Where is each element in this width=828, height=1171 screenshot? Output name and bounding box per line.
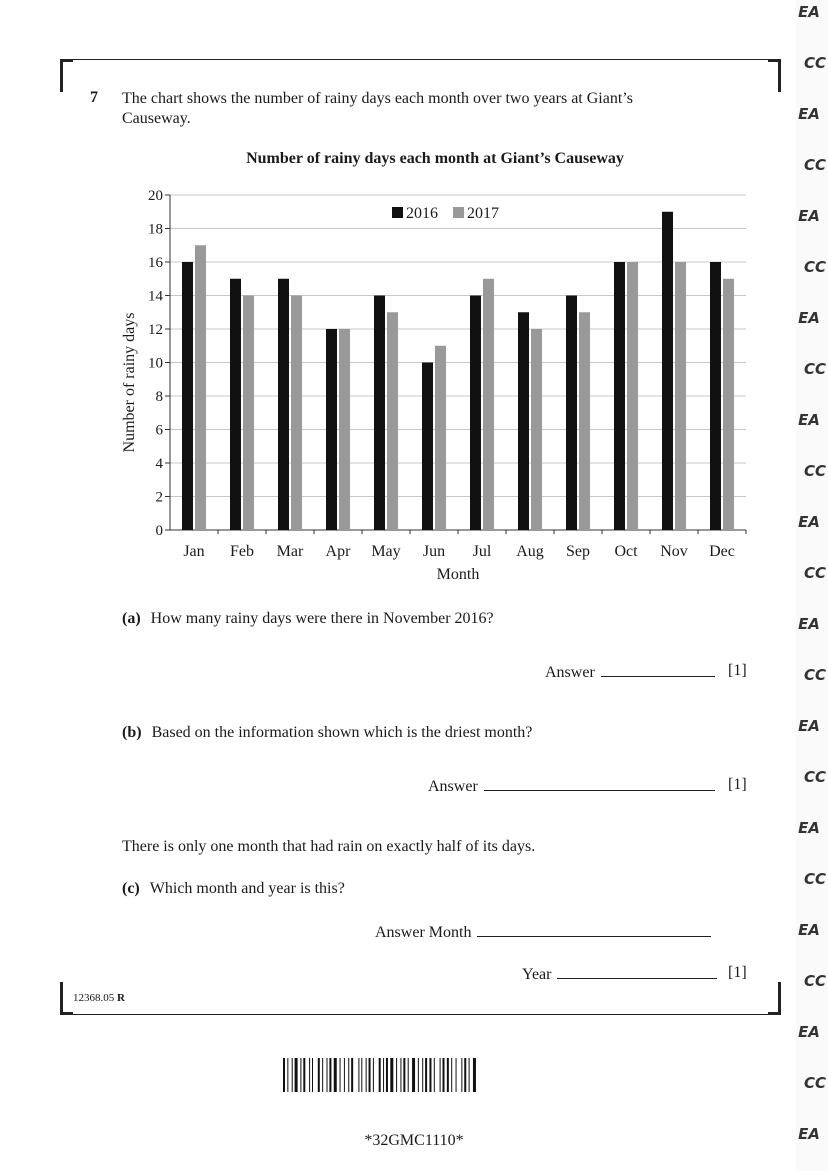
answer-c-month-line[interactable] [477,922,711,937]
ccea-logo-icon: EA [798,819,820,837]
frame-corner-bottom-left [60,982,73,1015]
answer-c-year-line[interactable] [557,964,717,979]
part-a-label: (a) [122,610,141,627]
bar-2016-jun [422,363,433,531]
barcode-bar [412,1058,415,1092]
y-tick-label: 12 [148,322,163,338]
barcode-bar [309,1058,310,1092]
barcode-bar [456,1058,457,1092]
part-a [122,610,494,628]
barcode-bar [283,1058,285,1092]
barcode-text: *32GMC1110* [364,1132,464,1149]
bar-2017-feb [243,296,254,531]
ccea-logo-icon: EA [798,513,820,531]
ccea-logo-icon: CC [803,564,827,582]
bar-2016-mar [278,279,289,530]
side-logo-strip [796,0,828,1171]
barcode-bar [348,1058,349,1092]
answer-a[interactable] [545,662,715,682]
barcode [283,1058,547,1092]
barcode-bar [318,1058,320,1092]
x-tick-label: Nov [660,543,688,560]
answer-a-label: Answer [545,664,595,681]
ccea-logo-icon: CC [803,360,827,378]
ccea-logo-icon: EA [798,207,820,225]
barcode-bar [322,1058,323,1092]
x-tick-label: Jun [422,543,446,560]
y-tick-label: 0 [155,523,163,539]
part-c-mark: [1] [728,964,747,981]
paper-code: 12368.05 R [73,992,125,1004]
legend-label-2016: 2016 [406,205,438,222]
bar-2017-dec [723,279,734,530]
barcode-bar [334,1058,337,1092]
barcode-bar [451,1058,452,1092]
part-b-label: (b) [122,724,142,741]
ccea-logo-icon: CC [803,156,827,174]
bar-2017-oct [627,262,638,530]
ccea-logo-icon: EA [798,717,820,735]
x-tick-label: Sep [566,543,590,560]
ccea-logo-icon: CC [803,258,827,276]
barcode-bar [386,1058,388,1092]
x-tick-label: Oct [614,543,638,560]
bar-2017-aug [531,329,542,530]
barcode-bar [340,1058,341,1092]
barcode-bar [418,1058,419,1092]
y-tick-label: 18 [148,221,163,238]
y-axis-label: Number of rainy days [121,312,138,453]
barcode-bar [287,1058,288,1092]
ccea-logo-icon: EA [798,105,820,123]
answer-a-line[interactable] [601,662,715,677]
bar-2016-jan [182,262,193,530]
part-b [122,724,532,742]
part-b-text: Based on the information shown which is the driest month? [151,724,533,741]
ccea-logo-icon: EA [798,309,820,327]
bar-2016-feb [230,279,241,530]
barcode-bar [434,1058,435,1092]
barcode-bar [344,1058,345,1092]
part-c [122,880,345,898]
part-c-intro: There is only one month that had rain on exactly half of its days. [122,838,536,855]
bar-2016-nov [662,212,673,530]
y-tick-label: 20 [148,188,163,204]
ccea-logo-icon: CC [803,870,827,888]
barcode-bar [403,1058,405,1092]
barcode-bar [443,1058,445,1092]
bar-2016-apr [326,329,337,530]
bar-chart [0,0,790,600]
legend-swatch-2017 [453,207,464,218]
y-tick-label: 2 [155,489,163,506]
bar-2017-jul [483,279,494,530]
barcode-bar [303,1058,305,1092]
ccea-logo-icon: CC [803,666,827,684]
x-tick-label: Dec [709,543,735,560]
answer-c-year-label: Year [522,966,552,983]
bar-2017-nov [675,262,686,530]
x-tick-label: Jul [472,543,492,560]
answer-c-month[interactable] [375,922,711,942]
barcode-bar [422,1058,423,1092]
ccea-logo-icon: EA [798,1023,820,1041]
y-tick-label: 8 [155,389,163,405]
x-tick-label: Jan [183,543,205,560]
x-tick-label: Aug [516,543,544,560]
bar-2017-jan [195,245,206,530]
barcode-bar [379,1058,381,1092]
barcode-bar [373,1058,374,1092]
ccea-logo-icon: CC [803,768,827,786]
part-a-text: How many rainy days were there in November 2016? [150,610,494,627]
x-axis-label: Month [436,566,480,583]
part-c-text: Which month and year is this? [149,880,345,897]
ccea-logo-icon: CC [803,54,827,72]
barcode-bar [329,1058,331,1092]
barcode-bar [300,1058,301,1092]
ccea-logo-icon: CC [803,462,827,480]
bar-2016-dec [710,262,721,530]
part-c-label: (c) [122,880,140,897]
barcode-bar [425,1058,427,1092]
part-a-mark: [1] [728,662,747,679]
ccea-logo-icon: EA [798,3,820,21]
answer-b-label: Answer [428,778,478,795]
barcode-bar [312,1058,313,1092]
bar-2016-sep [566,296,577,531]
question-intro: The chart shows the number of rainy days each month over two years at Giant’s Causeway. [122,90,633,127]
barcode-bar [369,1058,371,1092]
answer-c-year[interactable] [522,964,717,984]
x-tick-label: May [371,543,401,560]
y-tick-label: 4 [155,456,163,472]
ccea-logo-icon: EA [798,411,820,429]
barcode-bar [400,1058,401,1092]
legend-swatch-2016 [392,207,403,218]
x-tick-label: Mar [276,543,304,560]
barcode-bar [408,1058,409,1092]
answer-b[interactable] [428,776,715,796]
barcode-bar [351,1058,353,1092]
barcode-bar [440,1058,441,1092]
bar-2017-jun [435,346,446,530]
bar-2016-jul [470,296,481,531]
barcode-bar [464,1058,466,1092]
part-b-mark: [1] [728,776,747,793]
legend-label-2017: 2017 [467,205,499,222]
barcode-bar [429,1058,431,1092]
barcode-bar [327,1058,328,1092]
x-tick-label: Apr [325,543,351,560]
x-tick-label: Feb [230,543,254,560]
bar-2016-aug [518,312,529,530]
ccea-logo-icon: CC [803,972,827,990]
answer-b-line[interactable] [484,776,715,791]
y-tick-label: 16 [148,255,163,271]
ccea-logo-icon: EA [798,1125,820,1143]
ccea-logo-icon: EA [798,921,820,939]
barcode-bar [396,1058,397,1092]
bar-2016-oct [614,262,625,530]
barcode-bar [390,1058,393,1092]
barcode-bar [447,1058,449,1092]
barcode-bar [473,1058,476,1092]
barcode-bar [358,1058,359,1092]
y-tick-label: 14 [148,288,163,305]
answer-c-month-label: Answer Month [375,924,472,941]
frame-corner-bottom-right [768,982,781,1015]
y-tick-label: 6 [155,422,163,439]
barcode-bar [461,1058,462,1092]
barcode-bar [295,1058,298,1092]
chart-title: Number of rainy days each month at Giant’s Causeway [246,150,624,167]
y-tick-label: 10 [148,355,163,372]
barcode-bar [469,1058,470,1092]
question-number: 7 [90,89,98,106]
ccea-logo-icon: CC [803,1074,827,1092]
bar-2017-apr [339,329,350,530]
bar-2017-mar [291,296,302,531]
bar-2017-may [387,312,398,530]
bar-2017-sep [579,312,590,530]
barcode-bar [292,1058,293,1092]
bar-2016-may [374,296,385,531]
barcode-bar [383,1058,384,1092]
barcode-bar [361,1058,362,1092]
ccea-logo-icon: EA [798,615,820,633]
barcode-bar [366,1058,367,1092]
frame-bottom-rule [60,1014,781,1015]
